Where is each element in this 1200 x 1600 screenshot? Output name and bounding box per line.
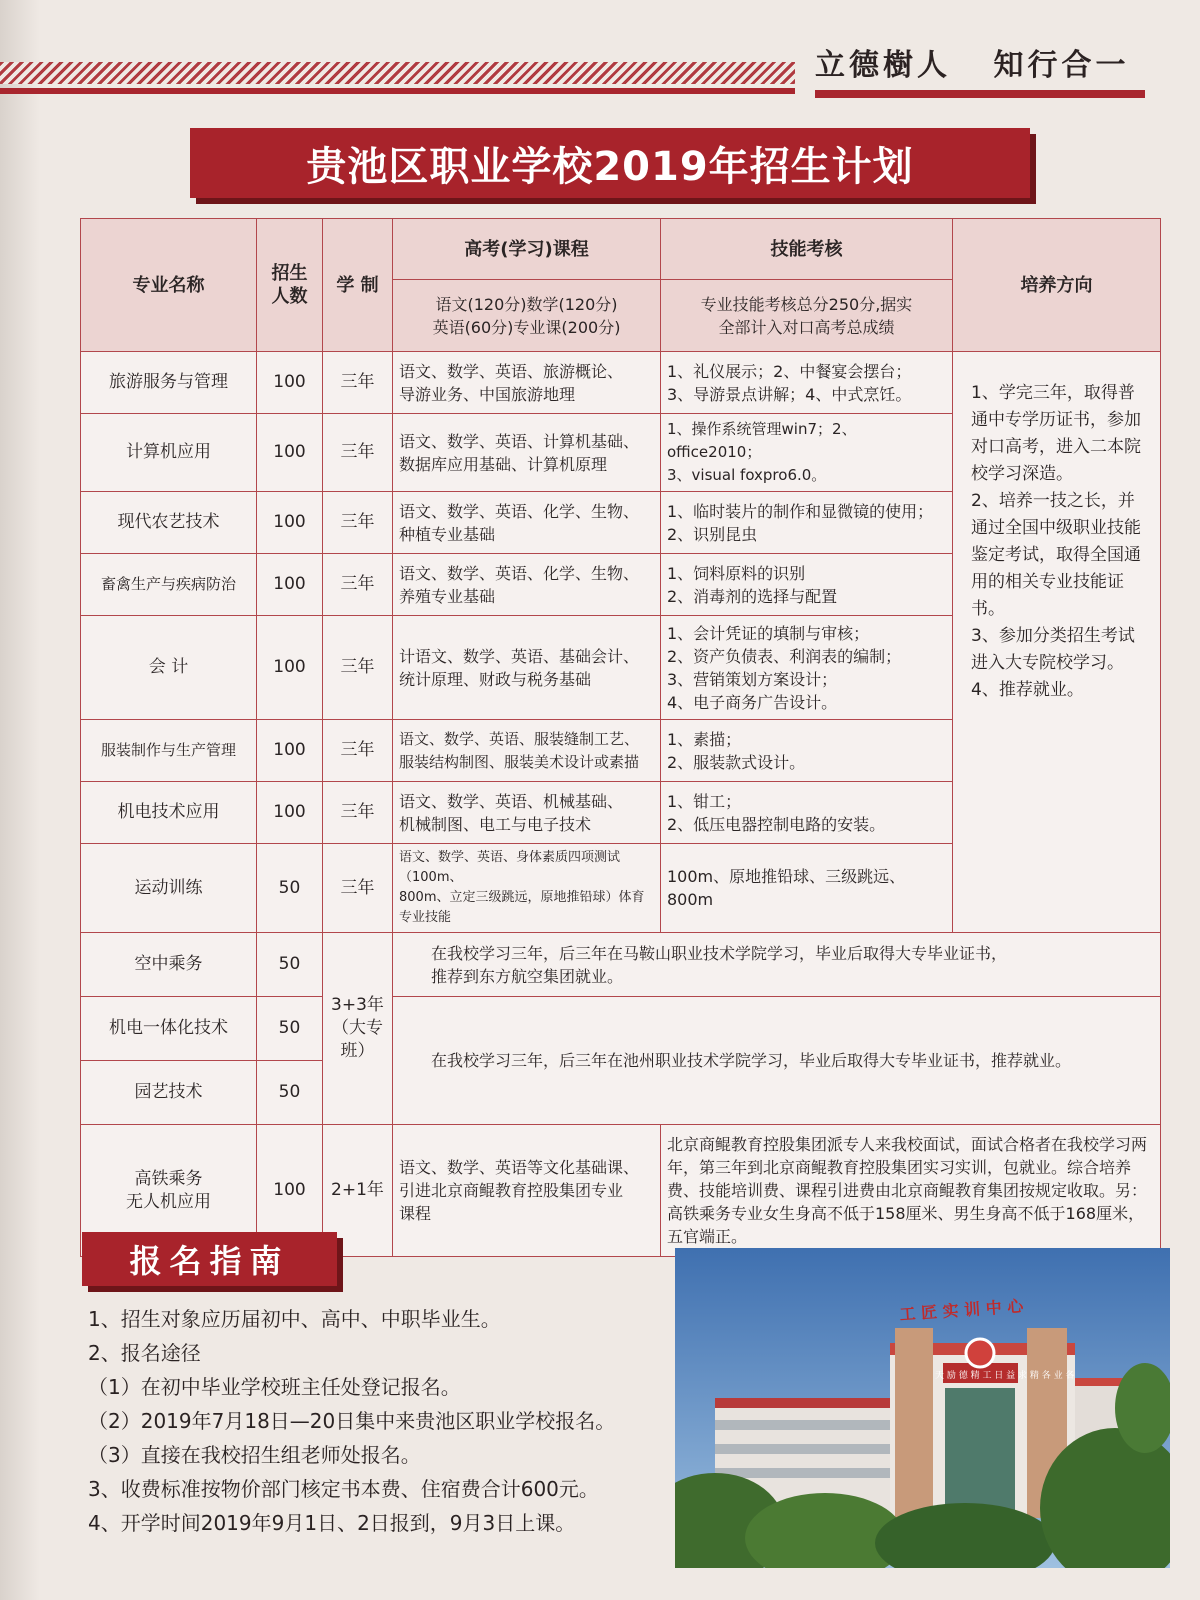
major-name: 现代农艺技术: [81, 492, 257, 554]
major-name: 计算机应用: [81, 414, 257, 492]
enroll-count: 100: [257, 414, 323, 492]
course-list: 语文、数学、英语、计算机基础、 数据库应用基础、计算机原理: [393, 414, 661, 492]
study-years: 三年: [323, 414, 393, 492]
enroll-count: 50: [257, 844, 323, 933]
page-title: 贵池区职业学校2019年招生计划: [306, 143, 914, 190]
skill-list: 1、操作系统管理win7；2、office2010； 3、visual foxpro6.0。: [661, 414, 953, 492]
registration-guide-banner: [82, 1232, 337, 1286]
registration-guide-list: [88, 1302, 658, 1540]
major-name: 运动训练: [81, 844, 257, 933]
photo-roof-sign: 工 匠 实 训 中 心: [898, 1296, 1024, 1324]
joint-program-desc: 在我校学习三年，后三年在池州职业技术学院学习，毕业后取得大专毕业证书，推荐就业。: [393, 997, 1161, 1125]
enroll-count: 50: [257, 997, 323, 1061]
school-motto: [815, 40, 1145, 83]
major-name: 畜禽生产与疾病防治: [81, 554, 257, 616]
guide-item: 3、收费标准按物价部门核定书本费、住宿费合计600元。: [88, 1477, 599, 1501]
enroll-count: 100: [257, 616, 323, 720]
major-name: 会 计: [81, 616, 257, 720]
header-skill-sub: 专业技能考核总分250分,据实 全部计入对口高考总成绩: [661, 280, 953, 352]
major-name: 机电技术应用: [81, 782, 257, 844]
course-list: 语文、数学、英语、服装缝制工艺、 服装结构制图、服装美术设计或素描: [393, 720, 661, 782]
motto-right: 知行合一: [993, 48, 1130, 83]
enroll-count: 50: [257, 1061, 323, 1125]
study-years: 2+1年: [323, 1125, 393, 1257]
enroll-count: 50: [257, 933, 323, 997]
joint-study-years: 3+3年 （大专班）: [323, 933, 393, 1125]
photo-facade-text: 天 励 德 精 工 日 益 求 精 各 业 各: [935, 1371, 1075, 1381]
major-name: 高铁乘务 无人机应用: [81, 1125, 257, 1257]
skill-list: 100m、原地推铅球、三级跳远、800m: [661, 844, 953, 933]
enroll-count: 100: [257, 352, 323, 414]
enroll-count: 100: [257, 720, 323, 782]
course-list: 语文、数学、英语、身体素质四项测试（100m、 800m、立定三级跳远，原地推铅球）体育专业技能: [393, 844, 661, 933]
study-years: 三年: [323, 554, 393, 616]
study-years: 三年: [323, 616, 393, 720]
skill-list: 1、会计凭证的填制与审核； 2、资产负债表、利润表的编制； 3、营销策划方案设计； 4、电子商务广告设计。: [661, 616, 953, 720]
header-hatch-decoration: [0, 62, 795, 84]
study-years: 三年: [323, 720, 393, 782]
enroll-count: 100: [257, 1125, 323, 1257]
course-list: 语文、数学、英语、旅游概论、 导游业务、中国旅游地理: [393, 352, 661, 414]
header-enroll: 招生 人数: [257, 219, 323, 352]
major-name: 旅游服务与管理: [81, 352, 257, 414]
enrollment-plan-table: [80, 218, 1161, 1257]
header-major: 专业名称: [81, 219, 257, 352]
header-years: 学 制: [323, 219, 393, 352]
page-binding-shadow: [0, 0, 40, 1600]
header-skill: 技能考核: [661, 219, 953, 280]
guide-item: （1）在初中毕业学校班主任处登记报名。: [88, 1375, 461, 1399]
page-title-banner: [190, 128, 1030, 198]
enroll-count: 100: [257, 492, 323, 554]
major-name: 机电一体化技术: [81, 997, 257, 1061]
enroll-count: 100: [257, 782, 323, 844]
major-name: 园艺技术: [81, 1061, 257, 1125]
table-header-row: [81, 219, 1161, 280]
skill-list: 1、饲料原料的识别 2、消毒剂的选择与配置: [661, 554, 953, 616]
study-years: 三年: [323, 844, 393, 933]
study-years: 三年: [323, 492, 393, 554]
table-row: [81, 352, 1161, 414]
course-list: 语文、数学、英语、化学、生物、 种植专业基础: [393, 492, 661, 554]
skill-list: 1、临时装片的制作和显微镜的使用； 2、识别昆虫: [661, 492, 953, 554]
training-center-photo: [675, 1248, 1170, 1568]
course-list: 语文、数学、英语、化学、生物、 养殖专业基础: [393, 554, 661, 616]
cooperation-desc: 北京商鲲教育控股集团派专人来我校面试，面试合格者在我校学习两年，第三年到北京商鲲教育控股集团实习实训，包就业。综合培养费、技能培训费、课程引进费由北京商鲲教育集团按规定收取。另：高铁乘务专业女生身高不低于158厘米、男生身高不低于168厘米，五官端正。: [661, 1125, 1161, 1257]
study-years: 三年: [323, 352, 393, 414]
course-list: 语文、数学、英语、机械基础、 机械制图、电工与电子技术: [393, 782, 661, 844]
header-direction: 培养方向: [953, 219, 1161, 352]
enrollment-table-wrapper: [80, 218, 1160, 1257]
motto-left: 立德樹人: [815, 48, 951, 83]
motto-underline: [815, 90, 1145, 98]
joint-table-row: [81, 933, 1161, 997]
header-course-sub: 语文(120分)数学(120分) 英语(60分)专业课(200分): [393, 280, 661, 352]
guide-item: （3）直接在我校招生组老师处报名。: [88, 1443, 421, 1467]
header-red-rule: [0, 88, 795, 94]
major-name: 服装制作与生产管理: [81, 720, 257, 782]
joint-program-desc: 在我校学习三年，后三年在马鞍山职业技术学院学习，毕业后取得大专毕业证书， 推荐到东方航空集团就业。: [393, 933, 1161, 997]
skill-list: 1、礼仪展示；2、中餐宴会摆台； 3、导游景点讲解；4、中式烹饪。: [661, 352, 953, 414]
header-course: 高考(学习)课程: [393, 219, 661, 280]
course-list: 语文、数学、英语等文化基础课、 引进北京商鲲教育控股集团专业 课程: [393, 1125, 661, 1257]
guide-item: 4、开学时间2019年9月1日、2日报到，9月3日上课。: [88, 1511, 576, 1535]
enroll-count: 100: [257, 554, 323, 616]
major-name: 空中乘务: [81, 933, 257, 997]
guide-item: 1、招生对象应历届初中、高中、中职毕业生。: [88, 1307, 501, 1331]
course-list: 计语文、数学、英语、基础会计、 统计原理、财政与税务基础: [393, 616, 661, 720]
training-direction: 1、学完三年，取得普通中专学历证书，参加对口高考，进入二本院校学习深造。 2、培养一技之长，并通过全国中级职业技能鉴定考试，取得全国通用的相关专业技能证书。 3、参加分类招生考试进入大专院校学习。 4、推荐就业。: [953, 352, 1161, 933]
guide-item: 2、报名途径: [88, 1341, 201, 1365]
guide-item: （2）2019年7月18日—20日集中来贵池区职业学校报名。: [88, 1409, 616, 1433]
registration-guide-title: 报名指南: [129, 1242, 290, 1280]
study-years: 三年: [323, 782, 393, 844]
joint-table-row: [81, 997, 1161, 1061]
skill-list: 1、钳工； 2、低压电器控制电路的安装。: [661, 782, 953, 844]
skill-list: 1、素描； 2、服装款式设计。: [661, 720, 953, 782]
